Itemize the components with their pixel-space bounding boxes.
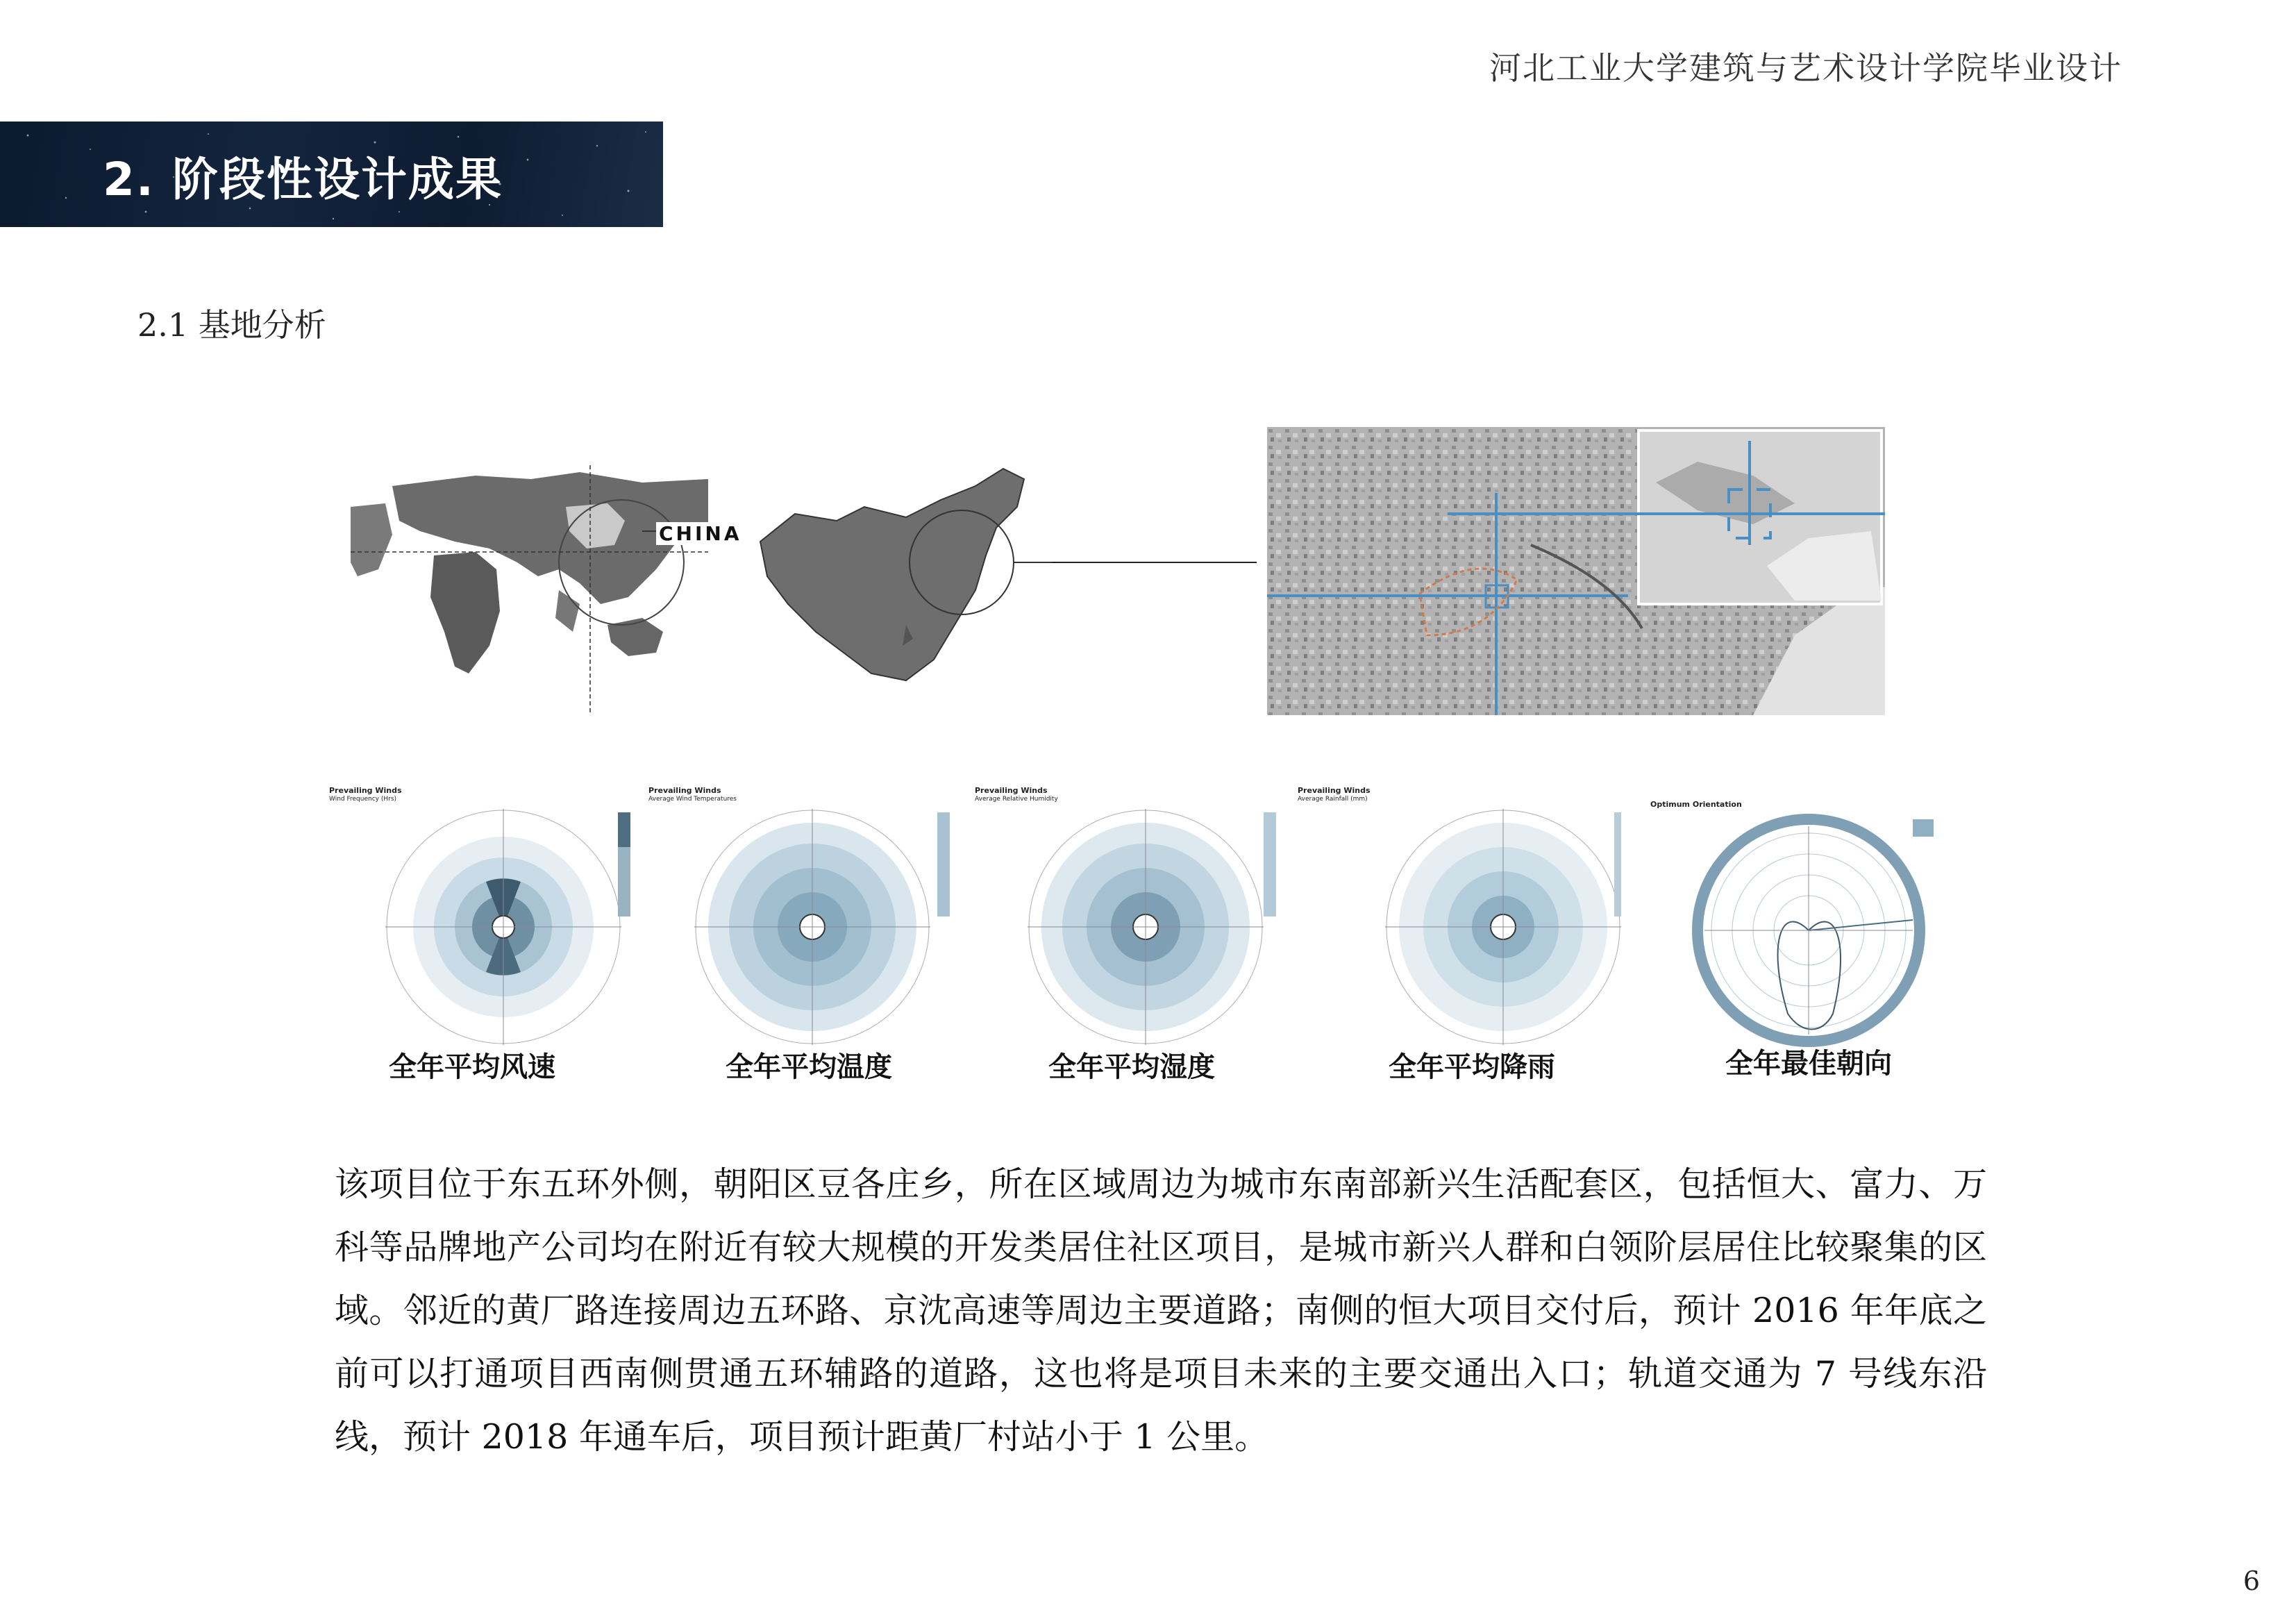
rose-chart-subtitle: Average Relative Humidity (975, 796, 1058, 803)
connector-line (1052, 562, 1257, 563)
chart-caption-orientation: 全年最佳朝向 (1725, 1048, 1892, 1080)
world-map-figure (351, 465, 708, 715)
subsection-title: 2.1 基地分析 (137, 306, 326, 344)
satellite-map-figure (1267, 427, 1885, 715)
rose-chart-title: Prevailing Winds (329, 786, 402, 795)
humidity-rose-chart (972, 785, 1298, 1055)
rose-chart-graphic (972, 785, 1298, 1055)
rainfall-rose-chart (1295, 785, 1621, 1055)
orientation-chart (1649, 798, 1941, 1048)
satellite-map-image (1267, 427, 1885, 715)
rose-chart-subtitle: Wind Frequency (Hrs) (329, 796, 397, 803)
rose-chart-graphic (646, 785, 972, 1055)
world-map-image (351, 465, 708, 715)
china-label: CHINA (656, 522, 745, 545)
chart-caption-temperature: 全年平均温度 (726, 1051, 892, 1083)
page-number: 6 (2243, 1566, 2260, 1596)
rose-chart-graphic (326, 785, 653, 1055)
temperature-rose-chart (646, 785, 972, 1055)
orientation-chart-title: Optimum Orientation (1650, 800, 1742, 809)
rose-chart-title: Prevailing Winds (1298, 786, 1371, 795)
site-description-paragraph: 该项目位于东五环外侧，朝阳区豆各庄乡，所在区域周边为城市东南部新兴生活配套区，包括恒大、富力、万科等品牌地产公司均在附近有较大规模的开发类居住社区项目，是城市新兴人群和白领阶层居住比较聚集的区域。邻近的黄厂路连接周边五环路、京沈高速等周边主要道路；南侧的恒大项目交付后，预计 2016 年年底之前可以打通项目西南侧贯通五环辅路的道路，这也将是项目未来的主要交通出入口；轨道交通为 7 号线东沿线，预计 2018 年通车后，项目预计距黄厂村站小于 1 公里。 (335, 1164, 1987, 1457)
orientation-chart-graphic (1649, 798, 1941, 1048)
chart-caption-wind-speed: 全年平均风速 (389, 1051, 555, 1083)
rose-chart-graphic (1295, 785, 1621, 1055)
rose-chart-subtitle: Average Wind Temperatures (648, 796, 737, 803)
document-header-title: 河北工业大学建筑与艺术设计学院毕业设计 (1489, 49, 2122, 87)
rose-chart-title: Prevailing Winds (648, 786, 721, 795)
chart-caption-humidity: 全年平均湿度 (1048, 1051, 1215, 1083)
china-map-image (746, 465, 1052, 705)
rose-chart-subtitle: Average Rainfall (mm) (1298, 796, 1368, 803)
wind-speed-rose-chart (326, 785, 653, 1055)
china-map-figure (746, 465, 1052, 705)
section-title: 2. 阶段性设计成果 (103, 153, 503, 206)
section-banner (0, 122, 663, 227)
chart-caption-rainfall: 全年平均降雨 (1389, 1051, 1555, 1083)
rose-chart-title: Prevailing Winds (975, 786, 1048, 795)
